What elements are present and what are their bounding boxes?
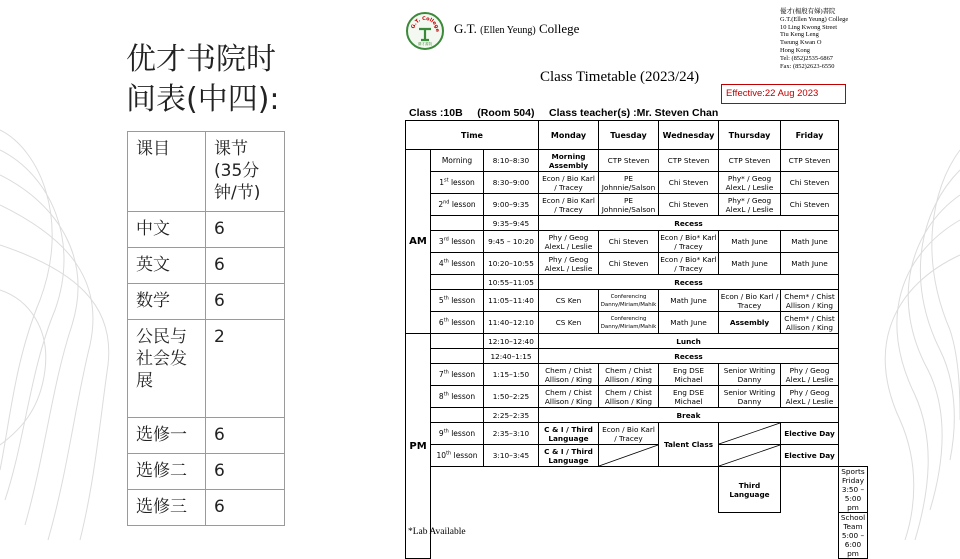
- hours-subject: 选修二: [128, 454, 206, 490]
- timetable-cell: Senior Writing Danny: [719, 364, 781, 386]
- class-info: Class :10B (Room 504) Class teacher(s) :Mr. Steven Chan: [409, 107, 719, 119]
- lesson-label: [431, 290, 484, 312]
- college-logo: [406, 12, 444, 50]
- timetable-cell: Chem* / Chist Allison / King: [781, 290, 839, 312]
- effective-date-box: Effective:22 Aug 2023: [721, 84, 846, 104]
- hours-subject: 选修三: [128, 490, 206, 526]
- slide-title: [126, 40, 326, 120]
- timetable-cell: Assembly: [719, 312, 781, 334]
- lab-footnote: *Lab Available: [408, 527, 466, 537]
- timetable-cell: Chi Steven: [781, 194, 839, 216]
- lesson-number: 1: [439, 178, 444, 187]
- hours-count: 6: [206, 248, 285, 284]
- timetable-cell: Phy / Geog AlexL / Leslie: [781, 386, 839, 408]
- timetable-row: [406, 216, 868, 231]
- lesson-suffix: th: [443, 369, 449, 376]
- hours-count: 6: [206, 284, 285, 320]
- hours-header-subject: 课目: [128, 132, 206, 212]
- hours-row: [128, 284, 285, 320]
- college-name: [454, 21, 579, 37]
- timetable-cell: Econ / Bio* Karl / Tracey: [660, 254, 717, 273]
- timetable-cell: C & I / Third Language: [539, 445, 599, 467]
- address-line: Hong Kong: [780, 46, 810, 54]
- timetable-cell: CS Ken: [539, 312, 599, 334]
- timetable-cell-empty: [719, 445, 781, 467]
- hours-count: 2: [206, 320, 285, 418]
- period-time: 8:10–8:30: [484, 150, 539, 172]
- address-line: Tiu Keng Leng: [780, 31, 819, 39]
- lesson-label: [431, 312, 484, 334]
- timetable-cell: Elective Day: [781, 445, 839, 467]
- period-time: 9:00–9:35: [484, 194, 539, 216]
- lesson-word: lesson: [451, 259, 476, 268]
- header-day: Tuesday: [599, 121, 659, 150]
- lesson-label: [431, 253, 484, 275]
- period-time: 11:40–12:10: [484, 312, 539, 334]
- lesson-label: [431, 364, 484, 386]
- timetable-extra-row: [406, 513, 868, 559]
- timetable-cell: PE Johnnie/Salson: [599, 172, 659, 194]
- timetable-cell: Econ / Bio Karl / Tracey: [599, 423, 659, 445]
- timetable-cell: Math June: [781, 253, 839, 275]
- recess-bar: Recess: [539, 216, 839, 231]
- period-time: 1:15–1:50: [484, 364, 539, 386]
- period-time: 12:10–12:40: [484, 334, 539, 349]
- period-time: 9:35–9:45: [484, 216, 539, 231]
- timetable-cell: Talent Class: [659, 423, 719, 467]
- timetable-row: [406, 445, 868, 467]
- timetable-cell: Chi Steven: [659, 172, 719, 194]
- lesson-suffix: th: [443, 258, 449, 265]
- timetable-cell: Elective Day: [781, 423, 839, 445]
- timetable-cell: Senior Writing Danny: [719, 386, 781, 408]
- lesson-word: lesson: [451, 370, 476, 379]
- timetable-header-row: [406, 121, 868, 150]
- subject-hours-table: [127, 131, 285, 526]
- timetable-row: [406, 386, 868, 408]
- timetable-cell-empty: [599, 445, 659, 467]
- timetable-cell: Chem / Chist Allison / King: [539, 386, 599, 408]
- hours-row: [128, 454, 285, 490]
- lesson-suffix: st: [443, 177, 449, 184]
- period-time: 2:25–2:35: [484, 408, 539, 423]
- school-team-cell: School Team 5:00 – 6:00 pm: [839, 513, 868, 559]
- timetable-cell: Math June: [659, 290, 719, 312]
- timetable-cell: Econ / Bio Karl / Tracey: [539, 194, 599, 216]
- period-time: 9:45 – 10:20: [484, 231, 539, 253]
- timetable-cell: Math June: [719, 253, 781, 275]
- lesson-number: 8: [438, 392, 444, 401]
- timetable-row: [406, 194, 868, 216]
- hours-row: [128, 248, 285, 284]
- address-line: Tel: (852)2535-6867: [780, 54, 833, 62]
- timetable-row: [406, 349, 868, 364]
- timetable-cell: CTP Steven: [719, 150, 781, 172]
- timetable-cell: Chi Steven: [781, 172, 839, 194]
- timetable-cell: Chi Steven: [599, 231, 659, 253]
- svg-text:G.T. College: G.T. College: [410, 15, 441, 33]
- hours-row: [128, 320, 285, 418]
- timetable-cell: PE Johnnie/Salson: [599, 194, 659, 216]
- lesson-word: lesson: [451, 392, 476, 401]
- timetable-row: [406, 290, 868, 312]
- timetable-cell: Eng DSE Michael: [659, 386, 719, 408]
- period-time: 2:35–3:10: [484, 423, 539, 445]
- background-contour-lines-left: [0, 0, 130, 540]
- hours-count: 6: [206, 212, 285, 248]
- hours-subject: 英文: [128, 248, 206, 284]
- lesson-word: lesson: [451, 318, 476, 327]
- lesson-suffix: th: [443, 317, 449, 324]
- lesson-number: 7: [438, 370, 444, 379]
- timetable-cell: C & I / Third Language: [539, 423, 599, 445]
- timetable-cell: Econ / Bio* Karl / Tracey: [660, 232, 717, 251]
- svg-text:優才書院: 優才書院: [417, 42, 433, 46]
- sports-friday-cell: Sports Friday 3:50 – 5:00 pm: [839, 467, 868, 513]
- timetable-cell: CTP Steven: [781, 150, 839, 172]
- timetable-row: [406, 423, 868, 445]
- hours-row: [128, 418, 285, 454]
- timetable-cell: Chem / Chist Allison / King: [599, 386, 659, 408]
- timetable-cell: Chem / Chist Allison / King: [599, 364, 659, 386]
- address-line: 優才(楊殷有娣)書院: [780, 8, 836, 15]
- lesson-number: 6: [438, 318, 444, 327]
- timetable-cell: Econ / Bio Karl / Tracey: [719, 290, 781, 312]
- third-language-cell: Third Language: [719, 467, 781, 513]
- timetable-cell: Chi Steven: [599, 253, 659, 275]
- college-address: [780, 8, 870, 70]
- period-time: 1:50–2:25: [484, 386, 539, 408]
- lesson-number: 10: [436, 451, 447, 460]
- lesson-word: lesson: [451, 429, 476, 438]
- lesson-label: [431, 445, 484, 467]
- lesson-number: 4: [438, 259, 444, 268]
- timetable-row: [406, 150, 868, 172]
- timetable-title: Class Timetable (2023/24): [540, 69, 700, 85]
- hours-subject: 中文: [128, 212, 206, 248]
- timetable-document: [398, 6, 868, 558]
- period-time: 8:30–9:00: [484, 172, 539, 194]
- lesson-number: 9: [438, 429, 444, 438]
- timetable-row: [406, 275, 868, 290]
- lesson-suffix: th: [443, 295, 449, 302]
- address-line: Fax: (852)2623-6550: [780, 62, 835, 70]
- lesson-label: [431, 231, 484, 253]
- timetable-cell: Math June: [719, 231, 781, 253]
- timetable-cell: Phy / Geog AlexL / Leslie: [539, 253, 599, 275]
- header-time: Time: [406, 121, 539, 150]
- lesson-number: 2: [438, 200, 444, 209]
- timetable-grid: [405, 120, 868, 559]
- lesson-label: [431, 386, 484, 408]
- hours-subject: 公民与社会发展: [128, 320, 206, 418]
- lesson-word: lesson: [453, 451, 478, 460]
- timetable-cell: Phy / Geog AlexL / Leslie: [781, 364, 839, 386]
- hours-subject: 数学: [128, 284, 206, 320]
- timetable-row: [406, 253, 868, 275]
- lesson-suffix: th: [446, 450, 452, 457]
- college-name-prefix: G.T.: [454, 21, 477, 36]
- hours-row: [128, 490, 285, 526]
- timetable-cell: Conferencing Danny/Miriam/Mahik: [599, 312, 659, 334]
- lesson-suffix: th: [443, 391, 449, 398]
- timetable-cell: Chi Steven: [659, 194, 719, 216]
- lesson-word: lesson: [450, 178, 475, 187]
- header-day: Friday: [781, 121, 839, 150]
- timetable-grid-wrapper: [405, 120, 868, 559]
- college-logo-icon: [409, 15, 441, 47]
- slide-title-line-2: 间表(中四):: [126, 82, 280, 117]
- header-day: Wednesday: [659, 121, 719, 150]
- timetable-row: [406, 312, 868, 334]
- period-time: 12:40–1:15: [484, 349, 539, 364]
- header-day: Thursday: [719, 121, 781, 150]
- hours-count: 6: [206, 490, 285, 526]
- slash-icon: [719, 423, 780, 444]
- slash-icon: [599, 445, 658, 466]
- hours-row: [128, 212, 285, 248]
- slide-title-line-1: 优才书院时: [126, 42, 276, 77]
- college-name-suffix: College: [538, 21, 580, 36]
- timetable-cell: Conferencing Danny/Miriam/Mahik: [599, 290, 659, 312]
- timetable-cell-empty: [719, 423, 781, 445]
- period-time: 10:20–10:55: [484, 253, 539, 275]
- recess-bar: Recess: [539, 349, 839, 364]
- lesson-label: [431, 194, 484, 216]
- college-name-middle: (Ellen Yeung): [480, 25, 536, 36]
- lesson-suffix: rd: [443, 236, 449, 243]
- timetable-cell: CTP Steven: [659, 150, 719, 172]
- lesson-label: [431, 172, 484, 194]
- timetable-cell: Phy* / Geog AlexL / Leslie: [719, 172, 781, 194]
- period-time: 10:55–11:05: [484, 275, 539, 290]
- timetable-cell: Math June: [781, 231, 839, 253]
- timetable-cell: Econ / Bio Karl / Tracey: [539, 172, 599, 194]
- lesson-word: lesson: [451, 200, 476, 209]
- timetable-cell: Morning Assembly: [539, 150, 599, 172]
- hours-count: 6: [206, 418, 285, 454]
- lesson-number: 3: [438, 237, 444, 246]
- timetable-cell: Phy / Geog AlexL / Leslie: [539, 231, 599, 253]
- address-line: 10 Ling Kwong Street: [780, 23, 837, 31]
- timetable-extra-row: [406, 467, 868, 513]
- hours-count: 6: [206, 454, 285, 490]
- timetable-cell: CTP Steven: [599, 150, 659, 172]
- slash-icon: [719, 445, 780, 466]
- background-contour-lines-right: [860, 0, 960, 540]
- period-time: 11:05–11:40: [484, 290, 539, 312]
- lesson-number: 5: [438, 296, 444, 305]
- timetable-row: [406, 334, 868, 349]
- am-label: AM: [406, 150, 431, 334]
- timetable-cell: Chem* / Chist Allison / King: [781, 312, 839, 334]
- hours-header-row: [128, 132, 285, 212]
- timetable-row: [406, 231, 868, 253]
- timetable-cell: Math June: [659, 312, 719, 334]
- pm-label: PM: [406, 334, 431, 559]
- lunch-bar: Lunch: [539, 334, 839, 349]
- lesson-suffix: th: [443, 428, 449, 435]
- timetable-row: [406, 364, 868, 386]
- header-day: Monday: [539, 121, 599, 150]
- timetable-cell: Eng DSE Michael: [659, 364, 719, 386]
- break-bar: Break: [539, 408, 839, 423]
- address-line: Tseung Kwan O: [780, 39, 822, 47]
- lesson-word: lesson: [451, 237, 476, 246]
- lesson-label: [431, 423, 484, 445]
- hours-subject: 选修一: [128, 418, 206, 454]
- timetable-cell: Chem / Chist Allison / King: [539, 364, 599, 386]
- hours-header-lessons: 课节(35分钟/节): [206, 132, 285, 212]
- timetable-row: [406, 172, 868, 194]
- timetable-cell: CS Ken: [539, 290, 599, 312]
- address-line: G.T.(Ellen Yeung) College: [780, 15, 849, 23]
- timetable-cell: Phy* / Geog AlexL / Leslie: [719, 194, 781, 216]
- lesson-word: lesson: [451, 296, 476, 305]
- timetable-row: [406, 408, 868, 423]
- period-label: Morning: [431, 150, 484, 172]
- recess-bar: Recess: [539, 275, 839, 290]
- period-time: 3:10–3:45: [484, 445, 539, 467]
- lesson-suffix: nd: [443, 199, 450, 206]
